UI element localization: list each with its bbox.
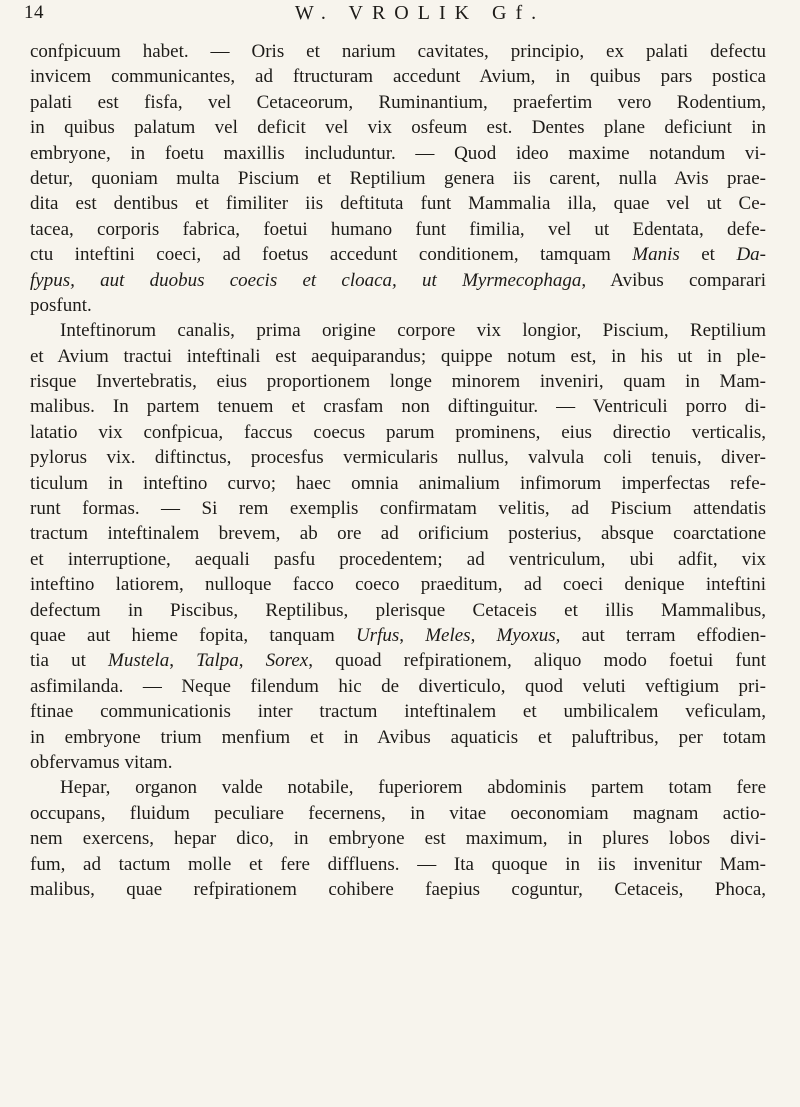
text-line: malibus. In partem tenuem et crasfam non diftinguitur. — Ventriculi porro di- <box>30 396 766 418</box>
text-segment: , <box>399 624 426 646</box>
text-line <box>30 242 766 267</box>
text-line: palati est fisfa, vel Cetaceorum, Ruminantium, praefertim vero Rodentium, <box>30 91 766 113</box>
text-line: posfunt. <box>30 294 92 316</box>
taxon-name: Urfus <box>355 624 400 646</box>
body-text <box>30 39 766 902</box>
page-header <box>24 2 776 28</box>
text-line: tractum inteftinalem brevem, ab ore ad orificium posterius, absque coarctatione <box>30 523 766 545</box>
taxon-name: Manis <box>632 244 680 266</box>
text-segment: tia ut <box>30 650 109 672</box>
taxon-name: Myrmecophaga <box>462 269 582 291</box>
text-line: pylorus vix. diftinctus, procesfus vermicularis nullus, valvula coli tenuis, diver- <box>30 447 766 469</box>
text-segment: , <box>169 650 197 672</box>
text-line: in quibus palatum vel deficit vel vix osfeum est. Dentes plane deficiunt in <box>30 117 766 139</box>
text-segment: , quoad refpirationem, aliquo modo foetui funt <box>308 650 766 672</box>
text-line: risque Invertebratis, eius proportionem longe minorem inveniri, quam in Mam- <box>30 371 766 393</box>
taxon-name: Talpa <box>196 650 239 672</box>
text-line: malibus, quae refpirationem cohibere faepius coguntur, Cetaceis, Phoca, <box>30 878 766 900</box>
text-line: ticulum in inteftino curvo; haec omnia animalium infimorum imperfectas refe- <box>30 472 766 494</box>
text-segment: , Avibus comparari <box>581 269 766 291</box>
text-line: nem exercens, hepar dico, in embryone est maximum, in plures lobos divi- <box>30 828 766 850</box>
taxon-name: Mustela <box>108 650 170 672</box>
text-line: defectum in Piscibus, Reptilibus, plerisque Cetaceis et illis Mammalibus, <box>30 599 766 621</box>
text-segment: et <box>679 244 737 266</box>
text-line: et Avium tractui inteftinali est aequiparandus; quippe notum est, in his ut in ple- <box>30 345 766 367</box>
text-line: dita est dentibus et fimiliter iis deftituta funt Mammalia illa, quae vel ut Ce- <box>30 193 766 215</box>
text-segment: ctu inteftini coeci, ad foetus accedunt conditionem, tamquam <box>30 244 633 266</box>
taxon-name: Sorex <box>265 650 309 672</box>
text-line: obfervamus vitam. <box>30 751 173 773</box>
text-line: confpicuum habet. — Oris et narium cavitates, principio, ex palati defectu <box>30 41 766 62</box>
text-line: ftinae communicationis inter tractum inteftinalem et umbilicalem veficulam, <box>30 701 766 723</box>
running-head: W. VROLIK Gf. <box>294 2 546 24</box>
text-segment: , aut terram effodien- <box>555 624 766 646</box>
text-line: asfimilanda. — Neque filendum hic de diverticulo, quod veluti veftigium pri- <box>30 675 766 697</box>
taxon-name: Myoxus <box>496 624 556 646</box>
text-line: et interruptione, aequali pasfu procedentem; ad ventriculum, ubi adfit, vix <box>30 548 766 570</box>
paragraph-start-line: Hepar, organon valde notabile, fuperiorem abdominis partem totam fere <box>60 777 766 799</box>
text-segment: quae aut hieme fopita, tanquam <box>30 624 356 646</box>
taxon-name: Da- <box>736 244 766 266</box>
paragraph-start-line: Inteftinorum canalis, prima origine corpore vix longior, Piscium, Reptilium <box>60 320 766 342</box>
text-line: occupans, fluidum peculiare fecernens, in vitae oeconomiam magnam actio- <box>30 802 766 824</box>
text-line: invicem communicantes, ad ftructuram accedunt Avium, in quibus pars postica <box>30 66 766 88</box>
text-line: inteftino latiorem, nulloque facco coeco praeditum, ad coeci denique inteftini <box>30 574 766 596</box>
text-line: fum, ad tactum molle et fere diffluens. — Ita quoque in iis invenitur Mam- <box>30 853 766 875</box>
taxon-name: Meles <box>425 624 471 646</box>
text-line: runt formas. — Si rem exemplis confirmatam velitis, ad Piscium attendatis <box>30 498 766 520</box>
text-line: latatio vix confpicua, faccus coecus parum prominens, eius directio verticalis, <box>30 421 766 443</box>
text-line: in embryone trium menfium et in Avibus aquaticis et paluftribus, per totam <box>30 726 766 748</box>
text-segment: , <box>238 650 266 672</box>
text-line: tacea, corporis fabrica, foetui humano funt fimilia, vel ut Edentata, defe- <box>30 218 766 240</box>
page-number: 14 <box>24 2 44 23</box>
taxon-name: fypus, aut duobus coecis et cloaca, ut <box>30 269 463 291</box>
text-line <box>30 623 766 648</box>
text-segment: , <box>470 624 497 646</box>
text-line <box>30 268 766 293</box>
text-line: detur, quoniam multa Piscium et Reptilium genera iis carent, nulla Avis prae- <box>30 167 766 189</box>
text-line: embryone, in foetu maxillis includuntur. — Quod ideo maxime notandum vi- <box>30 142 766 164</box>
text-line <box>30 648 766 673</box>
